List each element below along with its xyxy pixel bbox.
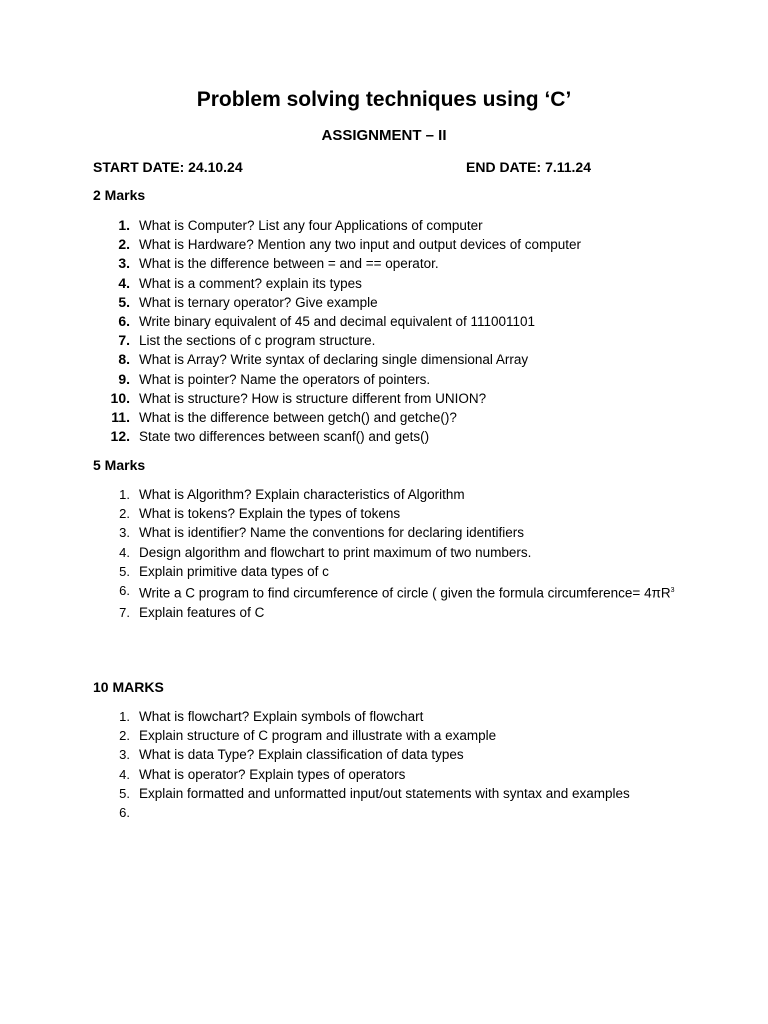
question-number: 6. bbox=[119, 805, 130, 821]
question-text: What is the difference between getch() and getche()? bbox=[139, 410, 457, 426]
question-text: What is structure? How is structure different from UNION? bbox=[139, 390, 487, 406]
question-number: 5. bbox=[118, 293, 130, 310]
document-title: Problem solving techniques using ‘C’ bbox=[196, 88, 572, 111]
question-text: Explain structure of C program and illustrate with a example bbox=[139, 728, 497, 744]
question-number: 3. bbox=[118, 255, 130, 272]
question-number: 12. bbox=[110, 428, 130, 445]
question-item bbox=[0, 427, 684, 446]
question-number: 1. bbox=[119, 487, 130, 502]
question-text: What is pointer? Name the operators of pointers. bbox=[139, 371, 431, 387]
question-text: What is data Type? Explain classification of data types bbox=[139, 747, 464, 763]
question-item bbox=[0, 765, 684, 784]
question-text: What is Computer? List any four Applications of computer bbox=[139, 218, 483, 233]
question-item bbox=[0, 745, 684, 764]
question-item bbox=[0, 603, 684, 622]
question-item bbox=[0, 581, 684, 603]
question-text: Explain features of C bbox=[139, 604, 265, 620]
question-item bbox=[0, 504, 684, 523]
question-text: What is flowchart? Explain symbols of flowchart bbox=[139, 709, 424, 724]
question-number: 4. bbox=[119, 544, 130, 560]
question-item bbox=[0, 254, 684, 273]
question-number: 10. bbox=[110, 389, 130, 406]
question-text: Explain formatted and unformatted input/out statements with syntax and examples bbox=[139, 785, 630, 801]
section-heading-2-marks: 2 Marks bbox=[93, 187, 146, 203]
question-text: What is Hardware? Mention any two input and output devices of computer bbox=[139, 237, 581, 253]
question-text: Write binary equivalent of 45 and decimal equivalent of 111001101 bbox=[139, 314, 536, 330]
assignment-heading: ASSIGNMENT – II bbox=[321, 127, 447, 144]
superscript-exponent: 3 bbox=[670, 587, 675, 595]
question-list-10-marks bbox=[0, 707, 700, 821]
question-number: 6. bbox=[118, 313, 130, 330]
question-number: 9. bbox=[118, 370, 130, 387]
question-number: 3. bbox=[119, 525, 130, 541]
question-text: Explain primitive data types of c bbox=[139, 563, 329, 579]
question-item bbox=[0, 389, 684, 408]
question-item bbox=[0, 543, 684, 562]
question-item bbox=[0, 562, 684, 581]
question-item bbox=[0, 784, 684, 803]
end-date: END DATE: 7.11.24 bbox=[466, 159, 592, 175]
question-text: What is Array? Write syntax of declaring single dimensional Array bbox=[139, 352, 529, 368]
question-item bbox=[0, 331, 684, 350]
question-number: 7. bbox=[119, 604, 130, 620]
question-text: Design algorithm and flowchart to print maximum of two numbers. bbox=[139, 544, 532, 560]
question-text: State two differences between scanf() and gets() bbox=[139, 429, 430, 445]
question-number: 5. bbox=[119, 563, 130, 579]
question-item bbox=[0, 216, 684, 235]
question-number: 4. bbox=[118, 274, 130, 291]
question-text: What is Algorithm? Explain characteristics of Algorithm bbox=[139, 487, 465, 502]
question-number: 6. bbox=[119, 583, 130, 599]
question-list-2-marks bbox=[0, 216, 700, 446]
question-item bbox=[0, 408, 684, 427]
question-text: What is tokens? Explain the types of tokens bbox=[139, 506, 401, 522]
question-number: 2. bbox=[119, 728, 130, 744]
question-number: 4. bbox=[119, 766, 130, 782]
question-item bbox=[0, 726, 684, 745]
question-item bbox=[0, 293, 684, 312]
question-text: What is ternary operator? Give example bbox=[139, 294, 378, 310]
question-text: What is operator? Explain types of operators bbox=[139, 766, 406, 782]
question-text: What is identifier? Name the conventions for declaring identifiers bbox=[139, 525, 524, 541]
question-item bbox=[0, 523, 684, 542]
question-number: 11. bbox=[111, 409, 130, 426]
question-text: What is the difference between = and == operator. bbox=[139, 256, 439, 272]
question-number: 1. bbox=[119, 709, 130, 724]
question-item bbox=[0, 312, 684, 331]
question-item bbox=[0, 350, 684, 369]
section-heading-10-marks: 10 MARKS bbox=[93, 679, 164, 695]
section-heading-5-marks: 5 Marks bbox=[93, 457, 146, 473]
question-item bbox=[0, 274, 684, 293]
question-text: List the sections of c program structure. bbox=[139, 333, 376, 349]
question-number: 8. bbox=[118, 351, 130, 368]
question-item bbox=[0, 235, 684, 254]
question-number: 2. bbox=[119, 506, 130, 522]
question-number: 7. bbox=[118, 332, 130, 349]
question-list-5-marks bbox=[0, 485, 700, 622]
question-item bbox=[0, 485, 684, 504]
question-number: 3. bbox=[119, 747, 130, 763]
question-text: What is a comment? explain its types bbox=[139, 275, 362, 291]
question-item bbox=[0, 707, 684, 726]
question-number: 5. bbox=[119, 785, 130, 801]
question-number: 1. bbox=[118, 217, 130, 233]
start-date: START DATE: 24.10.24 bbox=[93, 159, 243, 175]
question-number: 2. bbox=[118, 236, 130, 253]
question-text: Write a C program to find circumference of circle ( given the formula circumference= 4πR bbox=[139, 585, 671, 601]
question-item bbox=[0, 370, 684, 389]
